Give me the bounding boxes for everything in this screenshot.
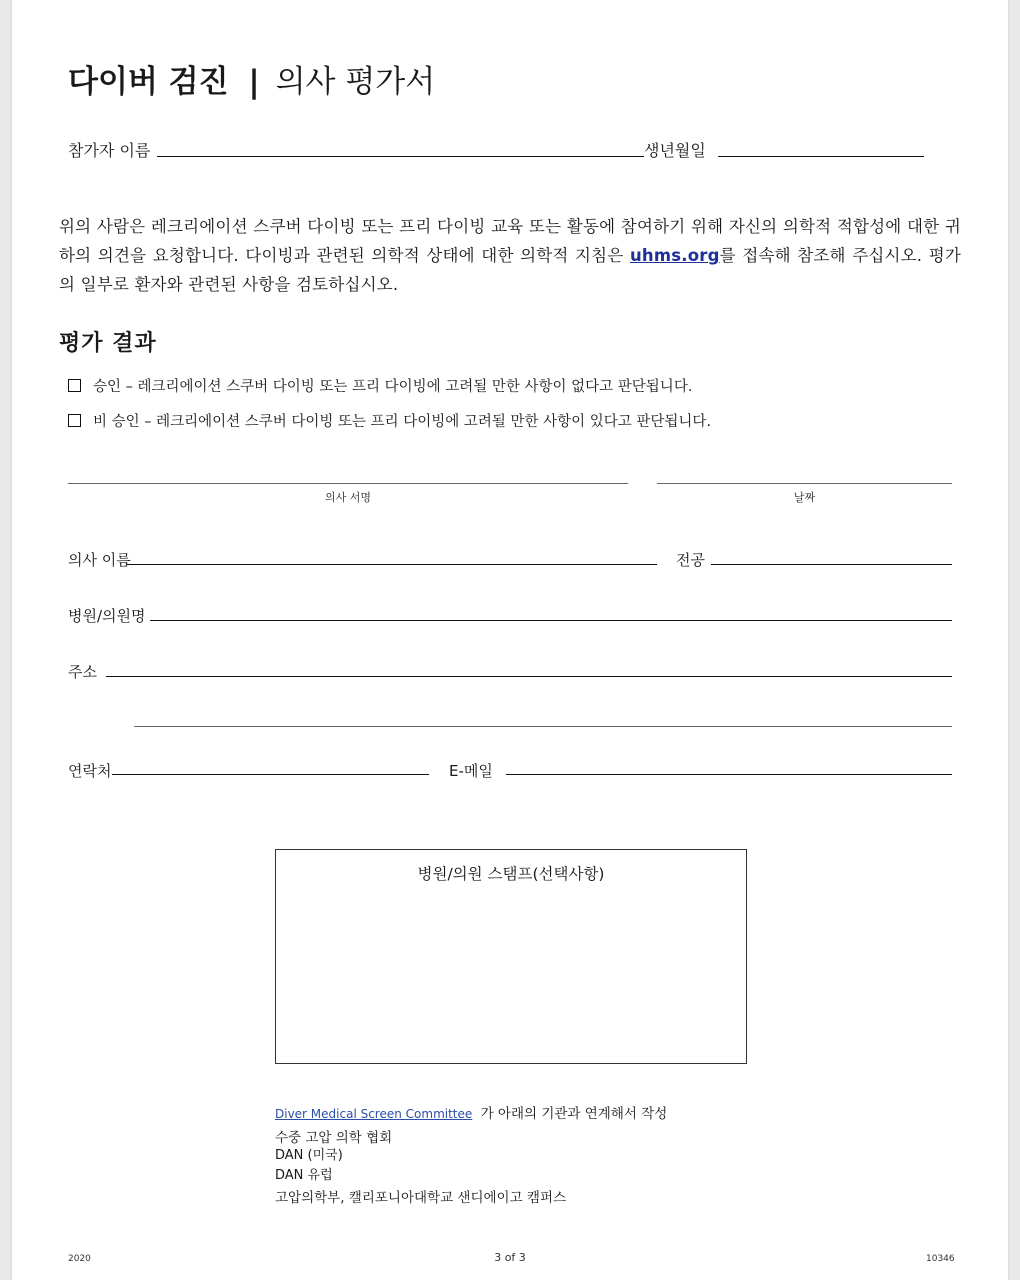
form-page (12, 0, 1008, 1280)
email-label: E-메일 (449, 762, 493, 780)
clinic-label: 병원/의원명 (68, 607, 146, 625)
address-field-2[interactable] (134, 726, 952, 727)
specialty-label: 전공 (676, 551, 705, 569)
intro-text-2: 를 접속해 참조해 주십시오. 평가의 일부로 환자와 관련된 사항을 검토하십시오. (59, 246, 961, 294)
intro-text-1: 위의 사람은 레크리에이션 스쿠버 다이빙 또는 프리 다이빙 교육 또는 활동에 참여하기 위해 자신의 의학적 적합성에 대한 귀하의 의견을 요청합니다. 다이빙과 관련된 의학적 상태에 대한 의학적 지침은 (59, 217, 961, 265)
footer-page-number: 3 of 3 (494, 1251, 526, 1264)
footer-code: 10346 (926, 1254, 955, 1264)
phone-label: 연락처 (68, 762, 112, 780)
disapprove-label: 비 승인 – 레크리에이션 스쿠버 다이빙 또는 프리 다이빙에 고려될 만한 사항이 있다고 판단됩니다. (93, 414, 712, 430)
stamp-label: 병원/의원 스탬프(선택사항) (417, 865, 605, 883)
approve-label: 승인 – 레크리에이션 스쿠버 다이빙 또는 프리 다이빙에 고려될 만한 사항이 없다고 판단됩니다. (93, 379, 693, 395)
date-caption: 날짜 (793, 491, 816, 504)
org-item: DAN (미국) (275, 1148, 343, 1163)
participant-name-label: 참가자 이름 (68, 141, 151, 160)
physician-name-field[interactable] (127, 564, 657, 565)
org-item: DAN 유럽 (275, 1168, 333, 1183)
result-heading: 평가 결과 (59, 331, 157, 356)
title-sub: 의사 평가서 (275, 64, 436, 100)
title-main: 다이버 검진 (68, 64, 229, 100)
disapprove-option[interactable] (68, 410, 711, 431)
signature-field[interactable] (68, 483, 628, 484)
org-item: 수중 고압 의학 협회 (275, 1130, 393, 1146)
intro-paragraph (59, 212, 961, 299)
disapprove-checkbox[interactable] (68, 414, 81, 427)
physician-name-label: 의사 이름 (68, 551, 131, 569)
address-label: 주소 (68, 663, 97, 681)
title-separator: | (248, 64, 260, 100)
email-field[interactable] (506, 774, 952, 775)
participant-name-field[interactable] (157, 156, 644, 157)
phone-field[interactable] (112, 774, 429, 775)
signature-caption: 의사 서명 (324, 491, 371, 504)
org-item: 고압의학부, 캘리포니아대학교 샌디에이고 캠퍼스 (275, 1190, 567, 1206)
date-field[interactable] (657, 483, 952, 484)
page-title (68, 56, 435, 101)
clinic-field[interactable] (150, 620, 952, 621)
specialty-field[interactable] (711, 564, 952, 565)
credit-line (275, 1102, 667, 1122)
address-field-1[interactable] (106, 676, 952, 677)
uhms-link[interactable]: uhms.org (629, 246, 720, 265)
stamp-box (275, 849, 747, 1064)
committee-link[interactable]: Diver Medical Screen Committee (275, 1107, 473, 1121)
dob-field[interactable] (718, 156, 924, 157)
committee-suffix: 가 아래의 기관과 연계해서 작성 (480, 1106, 668, 1122)
dob-label: 생년월일 (644, 141, 706, 160)
footer-year: 2020 (68, 1254, 91, 1264)
approve-option[interactable] (68, 375, 692, 396)
approve-checkbox[interactable] (68, 379, 81, 392)
